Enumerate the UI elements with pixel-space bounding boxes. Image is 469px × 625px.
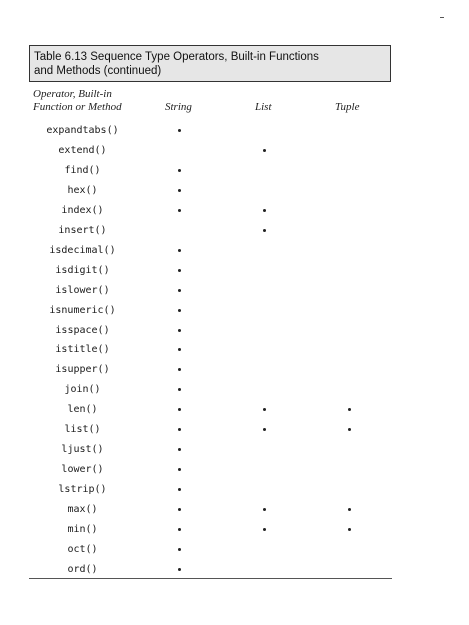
column-header-string: String <box>165 101 192 113</box>
column-header-operator-line-2: Function or Method <box>33 101 122 113</box>
string-support-bullet <box>178 548 181 551</box>
table-row <box>0 284 469 304</box>
tuple-support-bullet <box>348 508 351 511</box>
string-support-bullet <box>178 388 181 391</box>
string-support-bullet <box>178 249 181 252</box>
method-name: expandtabs() <box>46 125 119 136</box>
table-row <box>0 324 469 344</box>
table-row <box>0 543 469 563</box>
method-name: len() <box>67 404 98 416</box>
table-row <box>0 563 469 583</box>
tuple-support-bullet <box>348 528 351 531</box>
method-name: min() <box>67 524 98 535</box>
method-name: lower() <box>61 464 104 476</box>
method-name: isnumeric() <box>49 304 116 316</box>
method-name: ljust() <box>61 444 104 456</box>
table-row <box>0 483 469 503</box>
string-support-bullet <box>178 189 181 192</box>
string-support-bullet <box>178 508 181 511</box>
method-name: extend() <box>58 144 107 156</box>
table-row <box>0 264 469 284</box>
method-name: isupper() <box>55 364 110 376</box>
string-support-bullet <box>178 169 181 172</box>
string-support-bullet <box>178 368 181 371</box>
table-row <box>0 204 469 224</box>
column-header-operator-line-1: Operator, Built-in <box>33 88 112 100</box>
method-name: oct() <box>67 544 98 555</box>
string-support-bullet <box>178 289 181 292</box>
caption-line-1: Table 6.13 Sequence Type Operators, Built-in Functions <box>34 51 319 63</box>
caption-line-2: and Methods (continued) <box>34 65 162 77</box>
table-row <box>0 523 469 543</box>
list-support-bullet <box>263 149 266 152</box>
table-row <box>0 304 469 324</box>
tuple-support-bullet <box>348 408 351 411</box>
table-row <box>0 224 469 244</box>
table-row <box>0 124 469 144</box>
table-row <box>0 164 469 184</box>
table-row <box>0 443 469 463</box>
table-bottom-rule <box>29 578 392 579</box>
string-support-bullet <box>178 528 181 531</box>
method-name: lstrip() <box>58 484 107 496</box>
string-support-bullet <box>178 468 181 471</box>
string-support-bullet <box>178 488 181 491</box>
string-support-bullet <box>178 129 181 132</box>
method-name: islower() <box>55 284 110 296</box>
method-name: isdigit() <box>55 264 110 276</box>
method-name: find() <box>64 164 101 176</box>
method-name: isdecimal() <box>49 244 116 256</box>
column-header-tuple: Tuple <box>335 101 360 113</box>
column-header-list: List <box>255 101 272 113</box>
string-support-bullet <box>178 329 181 332</box>
method-name: isspace() <box>55 324 110 336</box>
string-support-bullet <box>178 348 181 351</box>
method-name: list() <box>64 424 101 436</box>
table-row <box>0 144 469 164</box>
table-row <box>0 403 469 423</box>
string-support-bullet <box>178 448 181 451</box>
method-name: ord() <box>67 563 98 575</box>
table-row <box>0 184 469 204</box>
table-row <box>0 363 469 383</box>
table-row <box>0 463 469 483</box>
method-name: max() <box>67 504 98 516</box>
page-corner-mark <box>440 17 444 18</box>
table-row <box>0 503 469 523</box>
table-row <box>0 244 469 264</box>
list-support-bullet <box>263 508 266 511</box>
string-support-bullet <box>178 209 181 212</box>
table-caption <box>29 45 391 82</box>
list-support-bullet <box>263 229 266 232</box>
string-support-bullet <box>178 568 181 571</box>
table-row <box>0 423 469 443</box>
tuple-support-bullet <box>348 428 351 431</box>
list-support-bullet <box>263 209 266 212</box>
method-name: istitle() <box>55 344 110 356</box>
string-support-bullet <box>178 269 181 272</box>
method-name: join() <box>64 384 101 396</box>
method-name: insert() <box>58 224 107 236</box>
list-support-bullet <box>263 528 266 531</box>
list-support-bullet <box>263 428 266 431</box>
method-name: index() <box>61 204 104 216</box>
table-row <box>0 383 469 403</box>
table-row <box>0 343 469 363</box>
string-support-bullet <box>178 428 181 431</box>
list-support-bullet <box>263 408 266 411</box>
string-support-bullet <box>178 408 181 411</box>
string-support-bullet <box>178 309 181 312</box>
method-name: hex() <box>67 184 98 196</box>
